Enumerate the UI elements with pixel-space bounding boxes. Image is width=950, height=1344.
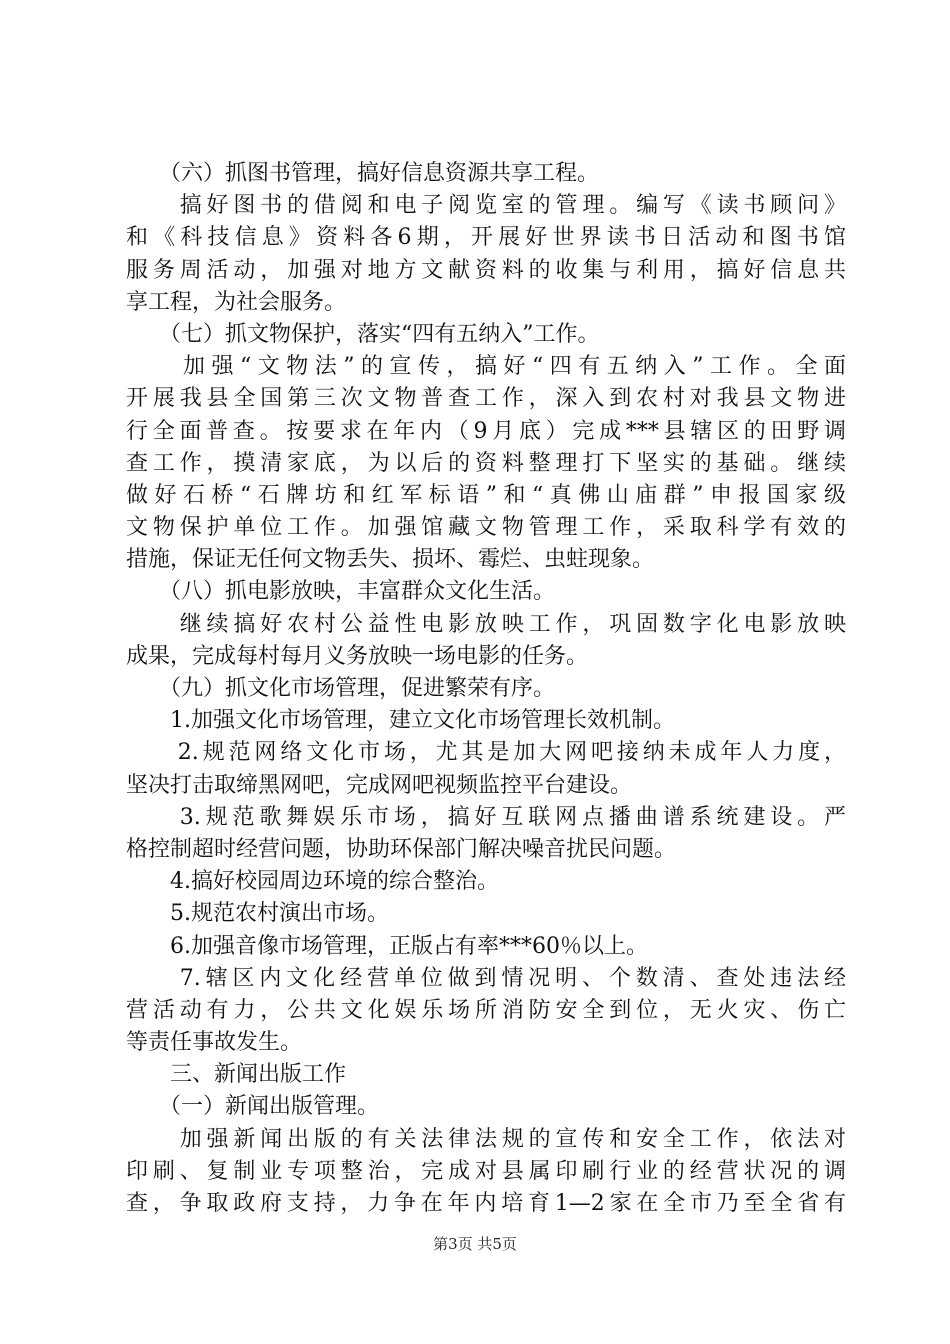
text-line: 2.规范网络文化市场，尤其是加大网吧接纳未成年人力度， <box>126 740 846 766</box>
text-line: 和《科技信息》资料各6期，开展好世界读书日活动和图书馆 <box>126 225 846 251</box>
text-line: 4.搞好校园周边环境的综合整治。 <box>126 869 499 895</box>
text-line: （七）抓文物保护，落实“四有五纳入”工作。 <box>126 321 600 347</box>
text-line: 开展我县全国第三次文物普查工作，深入到农村对我县文物进 <box>126 386 846 412</box>
text-line: 7.辖区内文化经营单位做到情况明、个数清、查处违法经 <box>126 965 846 991</box>
text-line: 1.加强文化市场管理，建立文化市场管理长效机制。 <box>126 708 675 734</box>
text-line: 享工程，为社会服务。 <box>126 289 347 315</box>
text-line: 三、新闻出版工作 <box>126 1062 347 1088</box>
text-line: 营活动有力，公共文化娱乐场所消防安全到位，无火灾、伤亡 <box>126 997 846 1023</box>
text-line: （八）抓电影放映，丰富群众文化生活。 <box>126 579 556 605</box>
text-line: 等责任事故发生。 <box>126 1030 303 1056</box>
text-line: 服务周活动，加强对地方文献资料的收集与利用，搞好信息共 <box>126 257 846 283</box>
text-line: 继续搞好农村公益性电影放映工作，巩固数字化电影放映 <box>126 611 846 637</box>
text-line: 成果，完成每村每月义务放映一场电影的任务。 <box>126 643 589 669</box>
text-line: （一）新闻出版管理。 <box>126 1094 380 1120</box>
text-line: 5.规范农村演出市场。 <box>126 901 389 927</box>
text-line: 查工作，摸清家底，为以后的资料整理打下坚实的基础。继续 <box>126 450 846 476</box>
text-line: （九）抓文化市场管理，促进繁荣有序。 <box>126 676 556 701</box>
text-line: 查，争取政府支持，力争在年内培育1—2家在全市乃至全省有 <box>126 1191 846 1216</box>
text-line: 坚决打击取缔黑网吧，完成网吧视频监控平台建设。 <box>126 772 633 798</box>
text-line: （六）抓图书管理，搞好信息资源共享工程。 <box>126 161 600 186</box>
text-line: 加强“文物法”的宣传，搞好“四有五纳入”工作。全面 <box>126 354 846 380</box>
text-line: 行全面普查。按要求在年内（9月底）完成***县辖区的田野调 <box>126 418 846 444</box>
text-line: 3.规范歌舞娱乐市场，搞好互联网点播曲谱系统建设。严 <box>126 804 846 830</box>
text-line: 文物保护单位工作。加强馆藏文物管理工作，采取科学有效的 <box>126 515 846 541</box>
text-line: 6.加强音像市场管理，正版占有率***60％以上。 <box>126 933 648 959</box>
text-line: 加强新闻出版的有关法律法规的宣传和安全工作，依法对 <box>126 1126 846 1152</box>
text-line: 做好石桥“石牌坊和红军标语”和“真佛山庙群”申报国家级 <box>126 482 846 508</box>
text-line: 搞好图书的借阅和电子阅览室的管理。编写《读书顾问》 <box>126 193 846 219</box>
text-line: 印刷、复制业专项整治，完成对县属印刷行业的经营状况的调 <box>126 1158 846 1184</box>
document-body <box>126 158 846 1220</box>
page-footer: 第3页 共5页 <box>433 1235 517 1253</box>
text-line: 格控制超时经营问题，协助环保部门解决噪音扰民问题。 <box>126 836 677 862</box>
text-line: 措施，保证无任何文物丢失、损坏、霉烂、虫蛀现象。 <box>126 547 655 573</box>
